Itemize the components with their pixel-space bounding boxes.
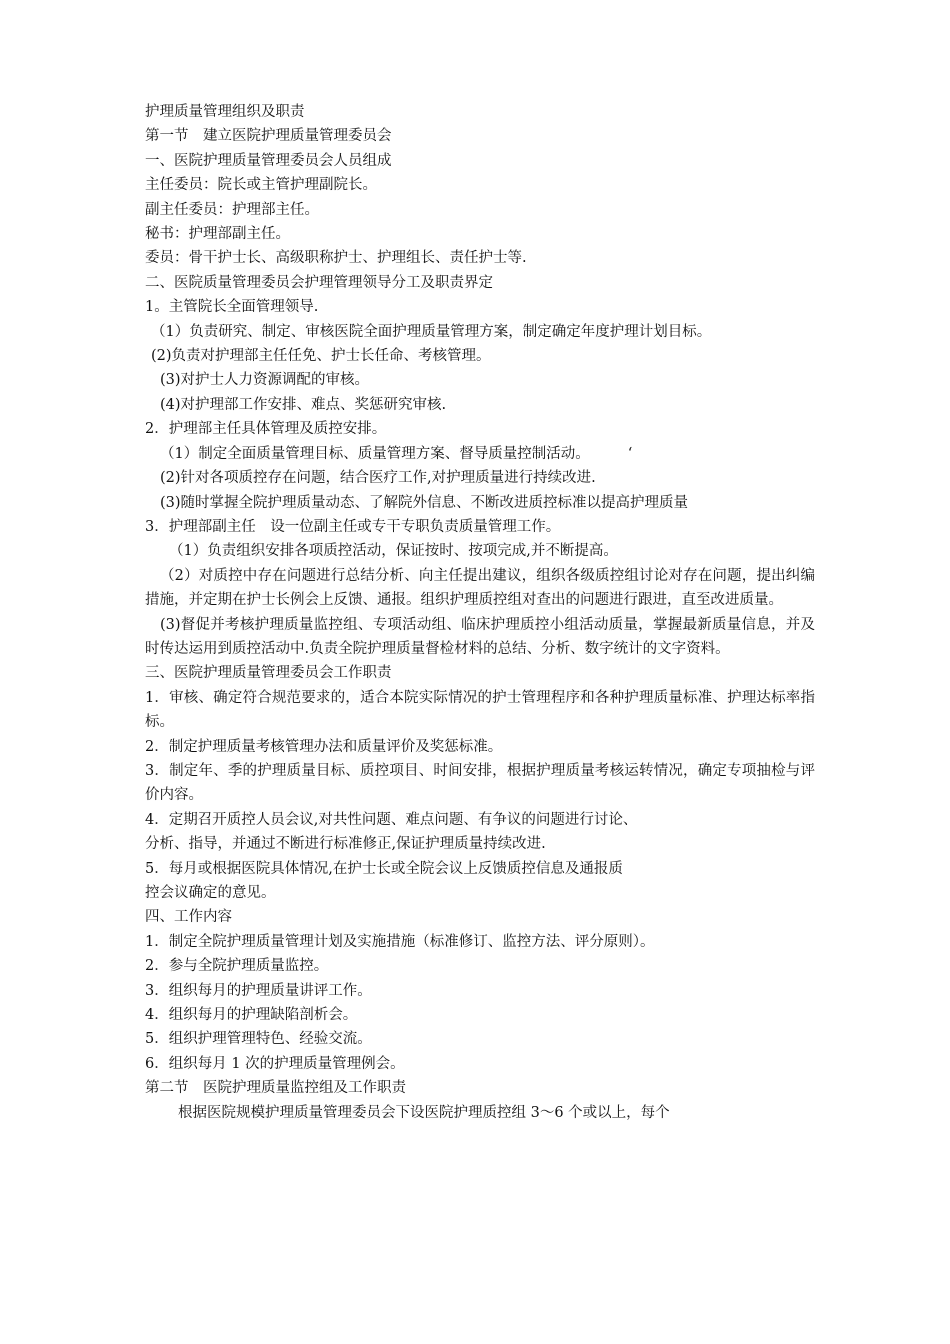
- item1-sub: (4)对护理部工作安排、难点、奖惩研究审核.: [160, 396, 447, 413]
- member-line: 秘书：护理部副主任。: [145, 226, 290, 243]
- item2-sub: [145, 442, 815, 466]
- document-body: [145, 100, 815, 1125]
- item3-heading: 3．护理部副主任 设一位副主任或专干专职负责质量管理工作。: [145, 518, 561, 535]
- section1-heading: 第一节 建立医院护理质量管理委员会: [145, 128, 392, 145]
- part3-item: 分析、指导，并通过不断进行标准修正,保证护理质量持续改进.: [145, 836, 546, 853]
- part4-item: 2．参与全院护理质量监控。: [145, 958, 329, 975]
- item3-sub: （1）负责组织安排各项质控活动，保证按时、按项完成,并不断提高。: [169, 543, 618, 560]
- member-line: 委员：骨干护士长、高级职称护士、护理组长、责任护士等.: [145, 250, 527, 267]
- part4-item: 3．组织每月的护理质量讲评工作。: [145, 982, 372, 999]
- part3-item: 控会议确定的意见。: [145, 885, 276, 901]
- member-line: 主任委员：院长或主管护理副院长。: [145, 177, 377, 194]
- part4-item: 6．组织每月 1 次的护理质量管理例会。: [145, 1055, 405, 1072]
- section2-text: 根据医院规模护理质量管理委员会下设医院护理质控组 3～6 个或以上，每个: [178, 1104, 670, 1121]
- item2-heading: 2．护理部主任具体管理及质控安排。: [145, 421, 387, 438]
- part3-item: 3．制定年、季的护理质量目标、质控项目、时间安排，根据护理质量考核运转情况，确定专项抽检与评价内容。: [145, 762, 815, 804]
- part3-heading: 三、医院护理质量管理委员会工作职责: [145, 665, 392, 682]
- item3-sub-paragraph: （2）对质控中存在问题进行总结分析、向主任提出建议，组织各级质控组讨论对存在问题，提出纠编措施，并定期在护士长例会上反馈、通报。组织护理质控组对查出的问题进行跟进，直至改进质量。: [145, 567, 815, 609]
- part4-item: 4．组织每月的护理缺陷剖析会。: [145, 1007, 358, 1024]
- member-line: 副主任委员：护理部主任。: [145, 201, 319, 218]
- item1-heading: 1。主管院长全面管理领导.: [145, 299, 319, 316]
- item1-sub: (2)负责对护理部主任任免、护士长任命、考核管理。: [151, 348, 491, 365]
- item3-sub-paragraph: (3)督促并考核护理质量监控组、专项活动组、临床护理质控小组活动质量，掌握最新质量信息，并及时传达运用到质控活动中.负责全院护理质量督检材料的总结、分析、数字统计的文字资料。: [145, 616, 815, 657]
- part4-item: 1．制定全院护理质量管理计划及实施措施（标准修订、监控方法、评分原则）。: [145, 933, 655, 950]
- part3-item: 1．审核、确定符合规范要求的，适合本院实际情况的护士管理程序和各种护理质量标准、护理达标率指标。: [145, 689, 815, 731]
- section2-heading: 第二节 医院护理质量监控组及工作职责: [145, 1080, 406, 1097]
- part4-item: 5．组织护理管理特色、经验交流。: [145, 1031, 372, 1048]
- part4-heading: 四、工作内容: [145, 909, 232, 926]
- item2-sub: (2)针对各项质控存在问题，结合医疗工作,对护理质量进行持续改进.: [160, 470, 596, 487]
- item2-sub: (3)随时掌握全院护理质量动态、了解院外信息、不断改进质控标准以提高护理质量: [160, 494, 689, 511]
- part1-heading: 一、医院护理质量管理委员会人员组成: [145, 152, 392, 169]
- stray-mark: ‘: [627, 445, 633, 462]
- part3-item: 5．每月或根据医院具体情况,在护士长或全院会议上反馈质控信息及通报质: [145, 860, 623, 877]
- part3-item: 2．制定护理质量考核管理办法和质量评价及奖惩标准。: [145, 738, 503, 755]
- item1-sub: (3)对护士人力资源调配的审核。: [160, 372, 370, 389]
- item1-sub: （1）负责研究、制定、审核医院全面护理质量管理方案，制定确定年度护理计划目标。: [151, 323, 712, 340]
- part3-item: 4．定期召开质控人员会议,对共性问题、难点问题、有争议的问题进行讨论、: [145, 811, 638, 828]
- document-title: 护理质量管理组织及职责: [145, 104, 305, 120]
- item2-sub-text: （1）制定全面质量管理目标、质量管理方案、督导质量控制活动。: [160, 445, 590, 462]
- part2-heading: 二、医院质量管理委员会护理管理领导分工及职责界定: [145, 274, 493, 291]
